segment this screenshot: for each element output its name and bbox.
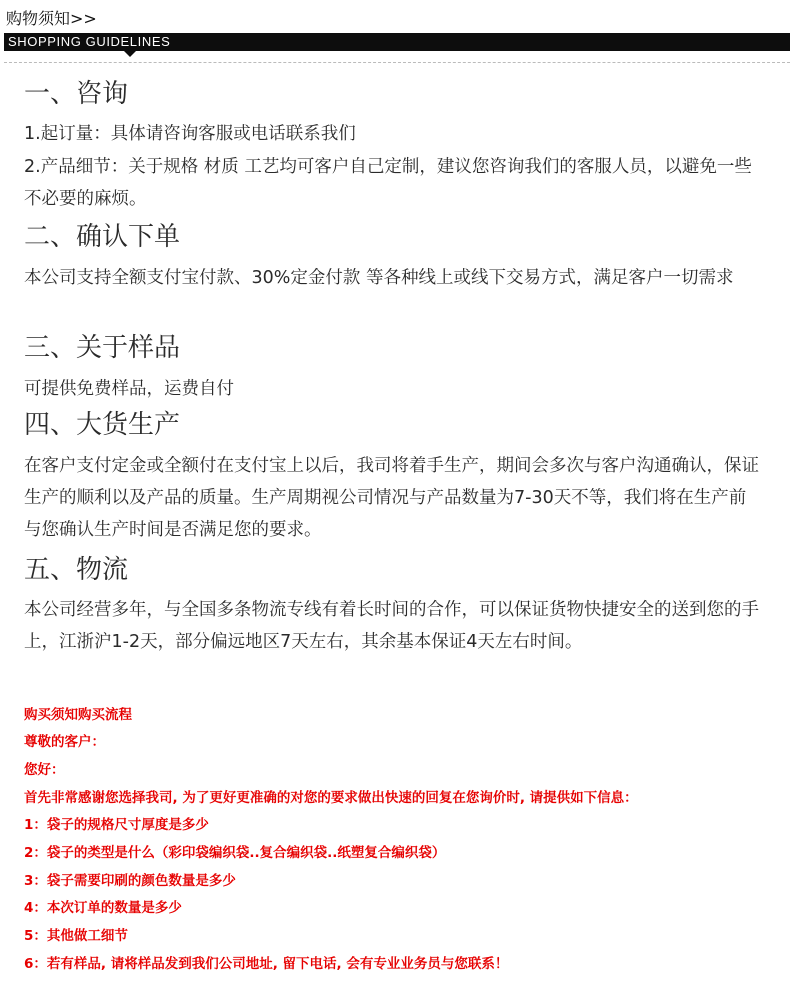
section-heading-production: 四、大货生产 bbox=[24, 410, 181, 440]
production-description: 在客户支付定金或全额付在支付宝上以后，我司将着手生产，期间会多次与客户沟通确认，保证生产的顺利以及产品的质量。生产周期视公司情况与产品数量为7-30天不等，我们将在生产前与您确认生产时间是否满足您的要求。 bbox=[24, 456, 759, 540]
guidelines-banner bbox=[4, 33, 790, 51]
order-payment-methods: 本公司支持全额支付宝付款、30%定金付款 等各种线上或线下交易方式，满足客户一切需求 bbox=[24, 268, 734, 288]
notice-item-2: 2：袋子的类型是什么（彩印袋编织袋..复合编织袋..纸塑复合编织袋） bbox=[24, 845, 446, 861]
section-heading-order: 二、确认下单 bbox=[24, 222, 181, 252]
notice-intro: 首先非常感谢您选择我司, 为了更好更准确的对您的要求做出快速的回复在您询价时, 请提供如下信息： bbox=[24, 790, 638, 806]
notice-title: 购买须知购买流程 bbox=[24, 707, 132, 723]
consult-min-order: 1.起订量：具体请咨询客服或电话联系我们 bbox=[24, 124, 356, 144]
notice-hello: 您好： bbox=[24, 762, 65, 778]
notice-item-5: 5：其他做工细节 bbox=[24, 928, 128, 944]
notice-item-4: 4：本次订单的数量是多少 bbox=[24, 900, 182, 916]
section-heading-consult: 一、咨询 bbox=[24, 79, 129, 109]
logistics-description: 本公司经营多年，与全国多条物流专线有着长时间的合作，可以保证货物快捷安全的送到您的手上，江浙沪1-2天，部分偏远地区7天左右，其余基本保证4天左右时间。 bbox=[24, 600, 759, 652]
consult-product-details: 2.产品细节：关于规格 材质 工艺均可客户自己定制，建议您咨询我们的客服人员，以避免一些不必要的麻烦。 bbox=[24, 157, 752, 209]
notice-item-1: 1：袋子的规格尺寸厚度是多少 bbox=[24, 817, 209, 833]
notice-greeting: 尊敬的客户： bbox=[24, 734, 105, 750]
samples-policy: 可提供免费样品，运费自付 bbox=[24, 379, 234, 399]
shopping-notice-title: 购物须知>> bbox=[6, 9, 97, 28]
guidelines-banner-text: SHOPPING GUIDELINES bbox=[8, 34, 171, 49]
notice-item-3: 3：袋子需要印刷的颜色数量是多少 bbox=[24, 873, 236, 889]
dashed-divider bbox=[4, 62, 790, 63]
section-heading-samples: 三、关于样品 bbox=[24, 333, 181, 363]
notice-item-6: 6：若有样品, 请将样品发到我们公司地址, 留下电话, 会有专业业务员与您联系！ bbox=[24, 956, 509, 972]
section-heading-logistics: 五、物流 bbox=[24, 555, 129, 585]
banner-notch-arrow-icon bbox=[124, 51, 136, 57]
